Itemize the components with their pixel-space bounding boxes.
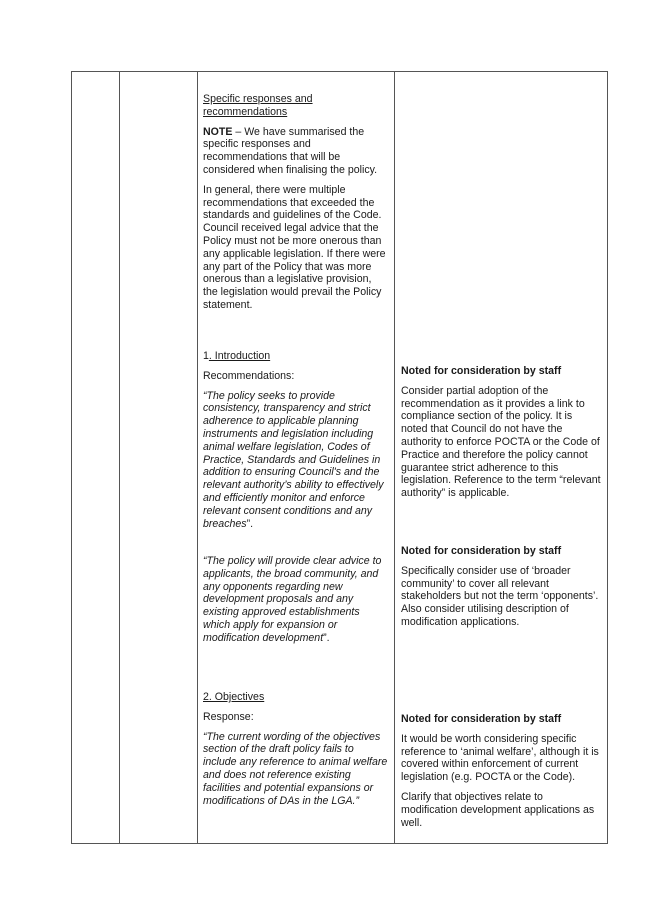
column-divider bbox=[394, 72, 395, 843]
response-heading: Noted for consideration by staff bbox=[401, 365, 562, 377]
section-heading: Specific responses and recommendations bbox=[203, 93, 313, 118]
note-text: – We have summarised the specific responses and recommendations that will be considered when finalising the policy. bbox=[203, 125, 378, 176]
recommendations-label: Recommendations: bbox=[203, 369, 295, 382]
quote-closing: ”. bbox=[246, 517, 254, 530]
submissions-table bbox=[71, 71, 608, 844]
objectives-section bbox=[203, 691, 388, 807]
column-divider bbox=[197, 72, 198, 843]
introduction-response-1 bbox=[401, 365, 601, 500]
introduction-heading bbox=[203, 350, 388, 363]
response-text: It would be worth considering specific reference to ‘animal welfare’, although it is covered within enforcement of current legislation (e.g. POCTA or the Code). bbox=[401, 732, 599, 784]
quote-paragraph bbox=[203, 555, 388, 645]
introduction-title: . Introduction bbox=[208, 350, 271, 362]
response-text: Clarify that objectives relate to modification development applications as well. bbox=[401, 790, 595, 829]
introduction-response-2 bbox=[401, 545, 601, 629]
note-label: NOTE bbox=[203, 125, 233, 138]
note-paragraph bbox=[203, 126, 388, 177]
response-text: Consider partial adoption of the recommendation as it provides a link to compliance section of the policy. It is noted that Council do not have the authority to enforce POCTA or the Code of Practice and therefore the policy cannot guarantee strict adherence to this legislation. Reference to the term “relevant authority” is applicable. bbox=[401, 384, 601, 500]
response-heading: Noted for consideration by staff bbox=[401, 545, 562, 557]
objectives-heading: 2. Objectives bbox=[203, 691, 265, 703]
specific-responses-section bbox=[203, 93, 388, 312]
introduction-number: 1 bbox=[203, 350, 209, 362]
column-divider bbox=[119, 72, 120, 843]
objectives-quote: “The current wording of the objectives section of the draft policy fails to include any reference to animal welfare and does not reference existing facilities and potential expansions or modifications of DAs in the LGA.” bbox=[203, 730, 388, 807]
introduction-quote-2: “The policy will provide clear advice to applicants, the broad community, and any opponents regarding new development proposals and any existing approved establishments which apply for expansion or modification development bbox=[203, 555, 382, 644]
quote-paragraph bbox=[203, 390, 388, 531]
general-paragraph: In general, there were multiple recommendations that exceeded the standards and guidelines of the Code. Council received legal advice that the Policy must not be more onerous than any applicable legislation. If there were any part of the Policy that was more onerous than a legislative provision, the legislation would prevail the Policy statement. bbox=[203, 183, 386, 311]
quote-closing: ”. bbox=[323, 631, 330, 644]
introduction-quote-2-block bbox=[203, 555, 388, 645]
response-heading: Noted for consideration by staff bbox=[401, 713, 562, 725]
introduction-section bbox=[203, 350, 388, 530]
response-text: Specifically consider use of ‘broader community’ to cover all relevant stakeholders but not the term ‘opponents’. Also consider utilising description of modification applications. bbox=[401, 564, 599, 628]
introduction-quote-1: “The policy seeks to provide consistency, transparency and strict adherence to applicable planning instruments and legislation including animal welfare legislation, Codes of Practice, Standards and Guidelines in addition to ensuring Council's and the relevant authority’s ability to effectively and efficiently monitor and enforce relevant consent conditions and any breaches bbox=[203, 389, 384, 530]
objectives-response bbox=[401, 713, 601, 829]
response-label: Response: bbox=[203, 710, 254, 723]
